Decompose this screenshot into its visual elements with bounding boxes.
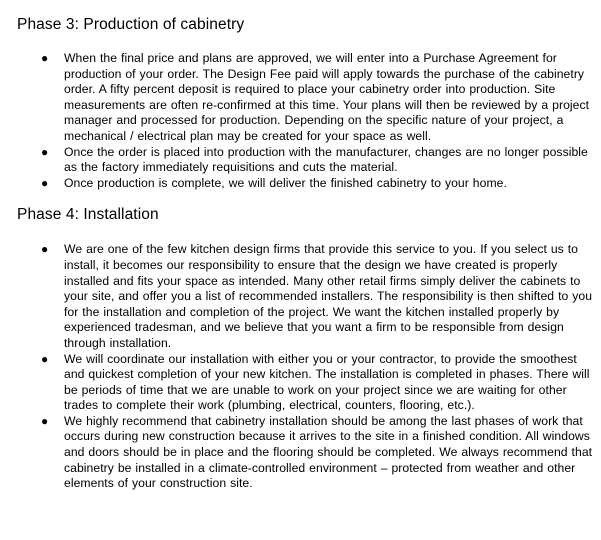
list-item (17, 51, 595, 145)
list-item-text: We will coordinate our installation with either you or your contractor, to provide the smoothest and quickest completion of your new kitchen. The installation is completed in phases. There will be periods of time that we are unable to work on your project since we are waiting for other trades to complete their work (plumbing, electrical, counters, flooring, etc.). (64, 351, 590, 413)
list-item-text: We are one of the few kitchen design firms that provide this service to you. If you select us to install, it becomes our responsibility to ensure that the design we have created is properly installed and fits your space as intended. Many other retail firms simply deliver the cabinets to your site, and offer you a list of recommended installers. The responsibility is then shifted to you for the installation and completion of the project. We want the kitchen installed properly by experienced tradesman, and we believe that you want a firm to be responsible from design through installation. (64, 242, 593, 350)
phase3-heading: Phase 3: Production of cabinetry (17, 16, 245, 33)
phase4-heading: Phase 4: Installation (17, 206, 159, 224)
bullet-icon: ● (41, 351, 49, 366)
list-item (17, 352, 595, 414)
bullet-icon: ● (41, 51, 49, 65)
list-item (17, 414, 595, 492)
bullet-icon: ● (41, 242, 49, 257)
bullet-icon: ● (41, 413, 49, 428)
bullet-icon: ● (41, 175, 49, 190)
list-item-text: We highly recommend that cabinetry installation should be among the last phases of work that occurs during new construction because it arrives to the site in a finished condition. All windows and doors should be in place and the flooring should be completed. We always recommend that cabinetry be installed in a climate-controlled environment – protected from weather and other elements of your construction site. (64, 413, 593, 491)
bullet-icon: ● (41, 144, 49, 159)
list-item-text: When the final price and plans are approved, we will enter into a Purchase Agreement for production of your order. The Design Fee paid will apply towards the purchase of the cabinetry order. A fifty percent deposit is required to place your cabinetry order into production. Site measurements are often re-confirmed at this time. Your plans will then be reviewed by a project manager and processed for production. Depending on the specific nature of your project, a mechanical / electrical plan may be created for your space as well. (64, 51, 590, 143)
list-item (17, 145, 595, 176)
list-item (17, 242, 595, 351)
list-item-text: Once the order is placed into production with the manufacturer, changes are no longer possible as the factory immediately requisitions and cuts the material. (64, 144, 588, 175)
phase3-bullet-list (17, 51, 595, 191)
phase4-bullet-list (17, 242, 595, 492)
list-item-text: Once production is complete, we will deliver the finished cabinetry to your home. (64, 175, 507, 190)
list-item (17, 176, 595, 192)
